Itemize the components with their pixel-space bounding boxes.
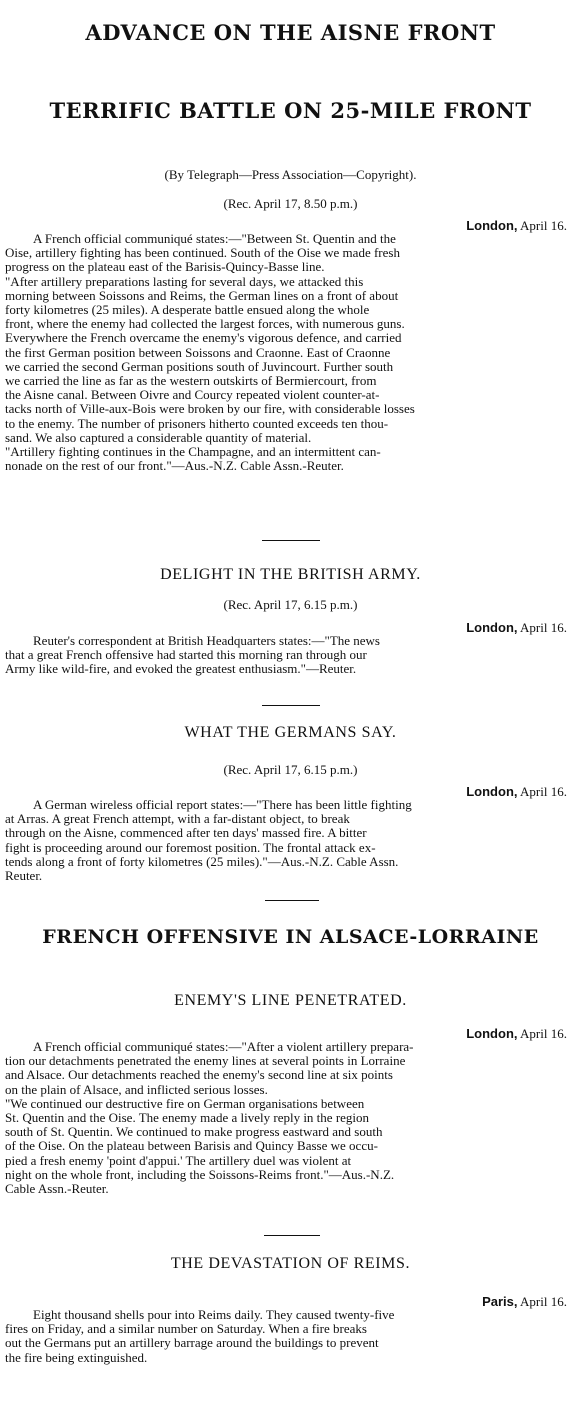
received-time-1: (Rec. April 17, 8.50 p.m.) <box>223 196 358 211</box>
dateline-place: Paris, <box>482 1294 518 1309</box>
story-alsace-communique: A French official communiqué states:—"After a violent artillery prepara- tion our detachments penetrated the enemy lines at several points in Lorraine and Alsace. Our detachments reached the enemy's second line at six points on the plain of Alsace, and inflicted serious losses. "We continued our destructive fire on German organisations between St. Quentin and the Oise. The enemy made a lively reply in the region south of St. Quentin. We continued to make progress eastward and south of the Oise. On the plateau between Barisis and Quincy Basse we occu- pied a fresh enemy 'point d'appui.' The artillery duel was violent at night on the whole front, including the Soissons-Reims front."—Aus.-N.Z. Cable Assn.-Reuter. <box>5 1039 414 1197</box>
headline-delight-british-army: DELIGHT IN THE BRITISH ARMY. <box>160 566 421 583</box>
dateline-place: London, <box>466 620 518 635</box>
dateline-date: April 16. <box>520 784 567 799</box>
dateline-date: April 16. <box>520 218 567 233</box>
headline-advance-aisne: ADVANCE ON THE AISNE FRONT <box>85 20 496 45</box>
headline-terrific-battle: TERRIFIC BATTLE ON 25-MILE FRONT <box>49 98 532 123</box>
story-aisne-communique: A French official communiqué states:—"Between St. Quentin and the Oise, artillery fighting has been continued. South of the Oise we made fresh progress on the plateau east of the Barisis-Quincy-Basse line. "After artillery preparations lasting for several days, we attacked this morning between Soissons and Reims, the German lines on a front of about forty kilometres (25 miles). A desperate battle ensued along the whole front, where the enemy had collected the largest forces, with numerous guns. Everywhere the French overcame the enemy's vigorous defence, and carried the first German position between Soissons and Craonne. East of Craonne we carried the second German positions south of Juvincourt. Further south we carried the line as far as the western outskirts of Bermiercourt, from the Aisne canal. Between Oivre and Courcy repeated violent counter-at- tacks north of Ville-aux-Bois were broken by our fire, with considerable losses to the enemy. The number of prisoners hitherto counted exceeds ten thou- sand. We also captured a considerable quantity of material. "Artillery fighting continues in the Champagne, and an intermittent can- nonade on the rest of our front."—Aus.-N.Z. Cable Assn.-Reuter. <box>5 231 415 474</box>
story-german-wireless: A German wireless official report states:—"There has been little fighting at Arras. A great French attempt, with a far-distant object, to break through on the Aisne, commenced after ten days' massed fire. A bitter fight is proceeding around our foremost position. The frontal attack ex- tends along a front of forty kilometres (25 miles)."—Aus.-N.Z. Cable Assn. Reuter. <box>5 797 412 884</box>
divider-4 <box>264 1235 320 1236</box>
received-time-3: (Rec. April 17, 6.15 p.m.) <box>223 762 358 777</box>
headline-alsace-lorraine: FRENCH OFFENSIVE IN ALSACE-LORRAINE <box>42 926 539 948</box>
received-time-2: (Rec. April 17, 6.15 p.m.) <box>223 597 358 612</box>
divider-3 <box>265 900 319 901</box>
story-reuter-correspondent: Reuter's correspondent at British Headquarters states:—"The news that a great French offensive had started this morning ran through our Army like wild-fire, and evoked the greatest enthusiasm."—Reuter. <box>5 633 380 677</box>
press-credit: (By Telegraph—Press Association—Copyright). <box>164 167 417 182</box>
dateline-place: London, <box>466 1026 518 1041</box>
divider-2 <box>262 705 320 706</box>
dateline-date: April 16. <box>520 1026 567 1041</box>
dateline-date: April 16. <box>520 1294 567 1309</box>
dateline-place: London, <box>466 784 518 799</box>
divider-1 <box>262 540 320 541</box>
headline-devastation-reims: THE DEVASTATION OF REIMS. <box>170 1255 411 1272</box>
headline-enemy-line-penetrated: ENEMY'S LINE PENETRATED. <box>174 992 407 1009</box>
dateline-date: April 16. <box>520 620 567 635</box>
dateline-place: London, <box>466 218 518 233</box>
story-reims-shells: Eight thousand shells pour into Reims daily. They caused twenty-five fires on Friday, and a similar number on Saturday. When a fire breaks out the Germans put an artillery barrage around the buildings to prevent the fire being extinguished. <box>5 1307 395 1365</box>
headline-what-germans-say: WHAT THE GERMANS SAY. <box>184 724 397 741</box>
